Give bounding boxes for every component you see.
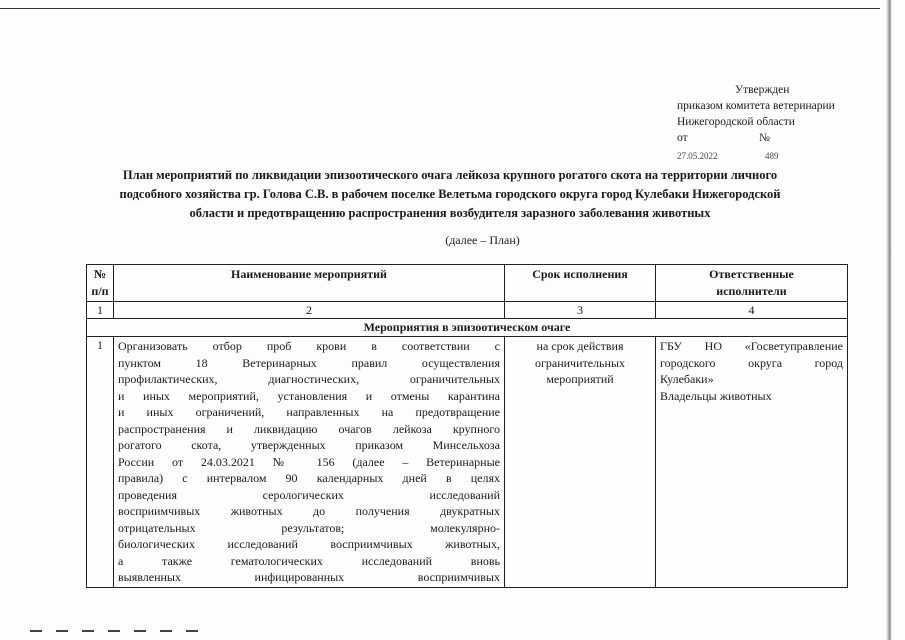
description-line: а также гематологических исследований вновь (118, 553, 500, 568)
header-resp-line: Ответственные (709, 267, 794, 281)
description-line: проведения серологических исследований (118, 487, 500, 502)
table-row (87, 337, 848, 588)
scan-border-line (0, 8, 880, 9)
term-line: ограничительных (534, 355, 626, 370)
column-number-row (87, 302, 848, 319)
description-line: правила) с интервалом 90 календарных дней в целях (118, 471, 500, 485)
row-responsible (656, 337, 848, 588)
description-line: профилактических, диагностических, ограничительных (118, 372, 500, 386)
approval-from-row (677, 130, 877, 146)
header-name: Наименование мероприятий (114, 265, 505, 302)
description-line: рогатого скота, утвержденных приказом Минсельхоза (118, 438, 500, 452)
description-line: и иных ограничений, направленных на предотвращение (118, 405, 500, 419)
header-num-line: п/п (91, 284, 109, 298)
header-row (87, 265, 848, 302)
approval-number: 489 (765, 151, 779, 161)
number-label: № (759, 132, 770, 144)
document-title (60, 166, 840, 223)
section-title: Мероприятия в эпизоотическом очаге (87, 319, 848, 337)
column-number: 2 (114, 302, 505, 319)
column-number: 3 (505, 302, 656, 319)
term-line: на срок действия (536, 339, 624, 353)
responsible-line: Кулебаки» (660, 372, 714, 386)
scan-bottom-artifact (30, 630, 210, 632)
description-line: и иных мероприятий, установления и отмены карантина (118, 388, 500, 403)
description-line: Организовать отбор проб крови в соответствии с (118, 339, 500, 353)
term-line: мероприятий (546, 372, 614, 386)
header-responsible (656, 265, 848, 302)
description-line: выявленных инфицированных восприимчивых (118, 570, 500, 584)
header-num-line: № (93, 267, 107, 281)
title-line: подсобного хозяйства гр. Голова С.В. в рабочем поселке Велетьма городского округа город Кулебаки Нижегородской (119, 187, 781, 201)
approval-line: приказом комитета ветеринарии (677, 100, 835, 112)
approval-stamp (677, 82, 877, 164)
approval-date-row (677, 148, 877, 164)
header-resp-line: исполнители (716, 284, 787, 298)
column-number: 4 (656, 302, 848, 319)
approval-date: 27.05.2022 (677, 151, 718, 161)
row-description (114, 337, 505, 588)
row-index: 1 (87, 337, 114, 588)
description-line: отрицательных результатов; молекулярно- (118, 520, 500, 535)
document-subtitle: (далее – План) (445, 233, 520, 247)
responsible-line: городского округа город (660, 355, 843, 370)
description-line: восприимчивых животных до получения двукратных (118, 504, 500, 518)
approval-line: Нижегородской области (677, 116, 795, 128)
row-term (505, 337, 656, 588)
description-line: распространения и ликвидацию очагов лейкоза крупного (118, 421, 500, 436)
responsible-line: ГБУ НО «Госветуправление (660, 339, 843, 353)
plan-table (86, 264, 848, 588)
title-line: области и предотвращению распространения возбудителя заразного заболевания животных (189, 206, 711, 220)
description-line: пунктом 18 Ветеринарных правил осуществления (118, 355, 500, 370)
description-line: биологических исследований восприимчивых животных, (118, 537, 500, 551)
column-number: 1 (87, 302, 114, 319)
header-term: Срок исполнения (505, 265, 656, 302)
title-line: План мероприятий по ликвидации эпизоотического очага лейкоза крупного рогатого скота на территории личного (122, 168, 778, 182)
scan-edge-artifact (886, 0, 892, 640)
section-row (87, 319, 848, 337)
approval-title: Утвержден (735, 84, 790, 96)
responsible-line: Владельцы животных (660, 388, 772, 403)
from-label: от (677, 132, 688, 144)
header-num (87, 265, 114, 302)
description-line: России от 24.03.2021 № 156 (далее – Ветеринарные (118, 454, 500, 469)
